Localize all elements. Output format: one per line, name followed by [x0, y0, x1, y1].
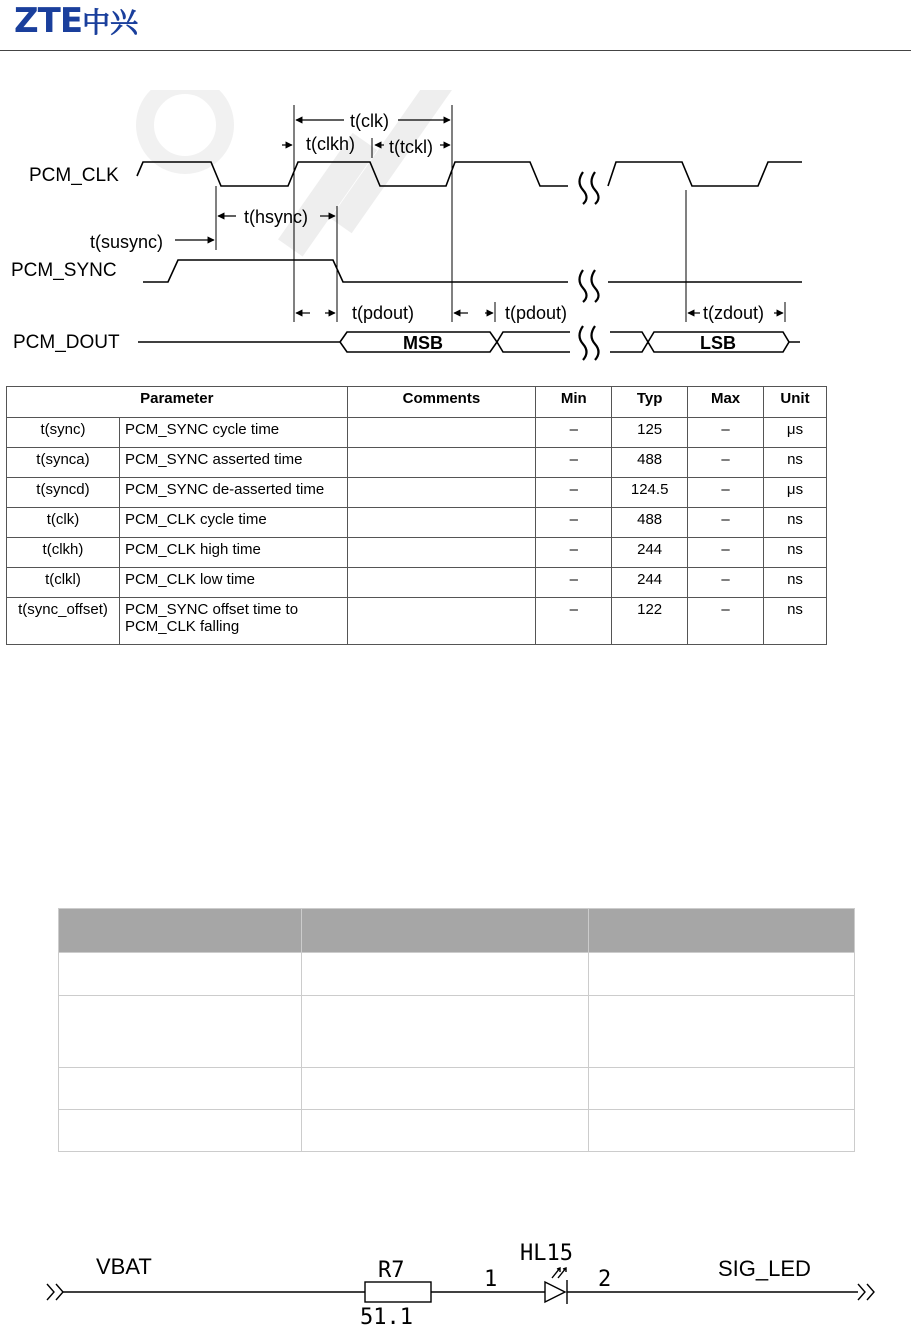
cell-desc-line1: PCM_SYNC offset time to [124, 601, 299, 618]
table-row [59, 1068, 855, 1110]
label-t-pdout-1: t(pdout) [352, 303, 415, 323]
vbat-port-icon [47, 1284, 63, 1300]
cell-max: – [688, 538, 764, 568]
cell-desc [119, 598, 347, 645]
led-diode-icon [545, 1280, 567, 1304]
table-row [7, 508, 827, 538]
zte-logo [14, 1, 139, 41]
label-t-hsync: t(hsync) [244, 207, 309, 227]
label-t-tckl: t(tckl) [389, 137, 433, 157]
empty-cell [301, 1110, 589, 1152]
cell-param: t(clkh) [7, 538, 120, 568]
cell-desc: PCM_CLK cycle time [119, 508, 347, 538]
table-row [7, 448, 827, 478]
cell-max: – [688, 478, 764, 508]
table-row [7, 568, 827, 598]
logo-cjk: 中兴 [82, 6, 139, 39]
empty-cell [589, 1068, 855, 1110]
bit-msb: MSB [403, 333, 443, 353]
resistor-ref: R7 [378, 1258, 405, 1283]
led-schematic [0, 1232, 911, 1342]
net-vbat: VBAT [96, 1254, 152, 1279]
cell-comments [347, 568, 536, 598]
cell-comments [347, 598, 536, 645]
table-row [7, 598, 827, 645]
label-t-pdout-2: t(pdout) [505, 303, 568, 323]
cell-param: t(syncd) [7, 478, 120, 508]
label-pcm-sync: PCM_SYNC [11, 260, 117, 281]
cell-param: t(sync_offset) [7, 598, 120, 645]
cell-unit: μs [764, 418, 827, 448]
header-unit: Unit [764, 387, 827, 418]
table-row [7, 478, 827, 508]
cell-typ: 124.5 [612, 478, 688, 508]
cell-typ: 488 [612, 448, 688, 478]
empty-cell [301, 953, 589, 996]
header-min: Min [536, 387, 612, 418]
pcm-timing-diagram [0, 90, 911, 370]
cell-comments [347, 508, 536, 538]
cell-desc-line2: PCM_CLK falling [124, 618, 240, 635]
empty-cell [59, 996, 302, 1068]
cell-desc: PCM_CLK high time [119, 538, 347, 568]
table-row [7, 538, 827, 568]
cell-desc: PCM_SYNC asserted time [119, 448, 347, 478]
cell-comments [347, 448, 536, 478]
label-t-zdout: t(zdout) [703, 303, 765, 323]
label-t-susync: t(susync) [90, 232, 164, 252]
header-max: Max [688, 387, 764, 418]
cell-unit: ns [764, 598, 827, 645]
label-t-clk: t(clk) [350, 111, 389, 131]
label-pcm-dout: PCM_DOUT [13, 332, 120, 353]
cell-unit: ns [764, 448, 827, 478]
resistor-value: 51.1 [360, 1305, 413, 1330]
cell-min: – [536, 538, 612, 568]
led-ref: HL15 [520, 1241, 573, 1266]
cell-param: t(clk) [7, 508, 120, 538]
logo-latin: ZTE [14, 1, 83, 41]
empty-cell [301, 996, 589, 1068]
empty-cell [589, 996, 855, 1068]
table-header-row [59, 909, 855, 953]
cell-typ: 488 [612, 508, 688, 538]
led-emission-icon [552, 1268, 566, 1278]
net-sig-led: SIG_LED [718, 1256, 811, 1281]
sync-waveform [143, 260, 802, 282]
page-header [0, 0, 911, 51]
cell-param: t(clkl) [7, 568, 120, 598]
empty-cell [59, 1110, 302, 1152]
cell-min: – [536, 448, 612, 478]
break-marks [580, 172, 599, 360]
table-row [59, 996, 855, 1068]
clk-waveform [137, 162, 802, 186]
cell-param: t(synca) [7, 448, 120, 478]
bit-lsb: LSB [700, 333, 736, 353]
cell-unit: ns [764, 568, 827, 598]
empty-cell [59, 1068, 302, 1110]
empty-header-cell [301, 909, 589, 953]
cell-unit: ns [764, 538, 827, 568]
pin-1: 1 [484, 1267, 498, 1292]
table-header-row [7, 387, 827, 418]
cell-unit: μs [764, 478, 827, 508]
cell-max: – [688, 568, 764, 598]
cell-min: – [536, 568, 612, 598]
cell-max: – [688, 598, 764, 645]
empty-cell [301, 1068, 589, 1110]
cell-comments [347, 418, 536, 448]
table-row [59, 953, 855, 996]
table-row [59, 1110, 855, 1152]
empty-cell [589, 1110, 855, 1152]
cell-min: – [536, 478, 612, 508]
header-comments: Comments [347, 387, 536, 418]
watermark [145, 90, 466, 257]
cell-max: – [688, 508, 764, 538]
empty-header-cell [589, 909, 855, 953]
cell-max: – [688, 448, 764, 478]
cell-desc: PCM_SYNC de-asserted time [119, 478, 347, 508]
header-parameter: Parameter [7, 387, 348, 418]
cell-comments [347, 478, 536, 508]
cell-typ: 244 [612, 568, 688, 598]
cell-comments [347, 538, 536, 568]
cell-typ: 244 [612, 538, 688, 568]
header-typ: Typ [612, 387, 688, 418]
empty-header-cell [59, 909, 302, 953]
sig-port-icon [858, 1284, 874, 1300]
empty-cell [59, 953, 302, 996]
label-pcm-clk: PCM_CLK [29, 165, 119, 186]
cell-min: – [536, 508, 612, 538]
cell-min: – [536, 418, 612, 448]
cell-param: t(sync) [7, 418, 120, 448]
cell-typ: 125 [612, 418, 688, 448]
empty-table [58, 908, 855, 1152]
pin-2: 2 [598, 1267, 612, 1292]
pcm-parameter-table [6, 386, 827, 645]
empty-cell [589, 953, 855, 996]
cell-min: – [536, 598, 612, 645]
cell-desc: PCM_CLK low time [119, 568, 347, 598]
table-row [7, 418, 827, 448]
cell-unit: ns [764, 508, 827, 538]
cell-typ: 122 [612, 598, 688, 645]
cell-desc: PCM_SYNC cycle time [119, 418, 347, 448]
resistor-r7 [365, 1282, 431, 1302]
cell-max: – [688, 418, 764, 448]
label-t-clkh: t(clkh) [306, 134, 355, 154]
